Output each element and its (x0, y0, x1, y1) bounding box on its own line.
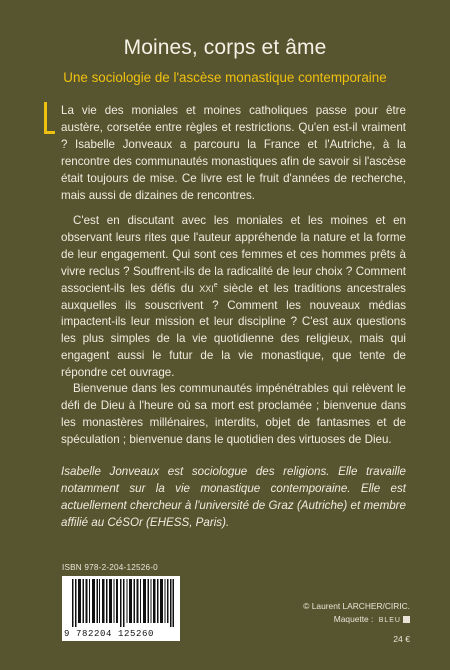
credits (303, 600, 410, 627)
blurb-paragraph-1-text: La vie des moniales et moines catholiques passe pour être austère, corsetée entre règles et restrictions. Qu'en est-il vraiment ? Isabelle Jonveaux a parcouru la France et l'Autriche, à la rencontre des communautés monastiques afin de savoir si l'ascèse était toujours de mise. Ce livre est le fruit d'années de recherche, mais aussi de dizaines de rencontres. (61, 104, 406, 202)
blurb-paragraph-2-text-b: siècle et les traditions ancestrales auxquelles ils souscrivent ? Comment les nouveaux médias impactent-ils leur mission et leur discipline ? C'est aux questions les plus simples de la vie quotidienne des religieux, mais qui engagent aussi le futur de la vie monastique, que tente de répondre cet ouvrage. (61, 281, 406, 380)
century-numeral: XXI (199, 283, 214, 294)
author-bio: Isabelle Jonveaux est sociologue des religions. Elle travaille notamment sur la vie monastique contemporaine. Elle est actuellement chercheur à l'université de Graz (Autriche) et membre affilié au CéSOr (EHESS, Paris). (61, 465, 406, 529)
book-subtitle: Une sociologie de l'ascèse monastique contemporaine (63, 70, 387, 85)
dropcap-l-ornament (44, 102, 55, 134)
layout-credit-brand: BLEU (378, 617, 401, 624)
blurb-paragraph-1 (61, 103, 406, 204)
isbn-label: ISBN 978-2-204-12526-0 (62, 563, 158, 572)
barcode-bars-icon (72, 579, 174, 627)
book-title: Moines, corps et âme (123, 36, 327, 59)
blurb-paragraph-2 (61, 213, 406, 382)
photo-credit: © Laurent LARCHER/CIRIC. (303, 601, 410, 611)
blurb-paragraph-3: Bienvenue dans les communautés impénétrables qui relèvent le défi de Dieu à l'heure où sa mort est proclamée ; bienvenue dans les monastères millénaires, interdits, objet de fantasmes et de spéculation ; bienvenue dans le quotidien des virtuoses de Dieu. (61, 382, 406, 446)
barcode (62, 576, 180, 641)
barcode-number: 9 782204 125260 (64, 629, 155, 639)
layout-credit-label: Maquette : (333, 614, 374, 624)
century-superscript: e (213, 281, 218, 289)
layout-credit (303, 613, 410, 627)
price: 24 € (393, 634, 410, 644)
bleu-logo-icon (403, 616, 410, 623)
blurb-paragraph-2-text-a: C'est en discutant avec les moniales et les moines et en observant leurs rites que l'auteur appréhende la nature et la forme de leur engagement. Qui sont ces femmes et ces hommes prêts à vivre reclus ? Souffrent-ils de la radicalité de leur choix ? Comment associent-ils les défis du (61, 214, 406, 295)
